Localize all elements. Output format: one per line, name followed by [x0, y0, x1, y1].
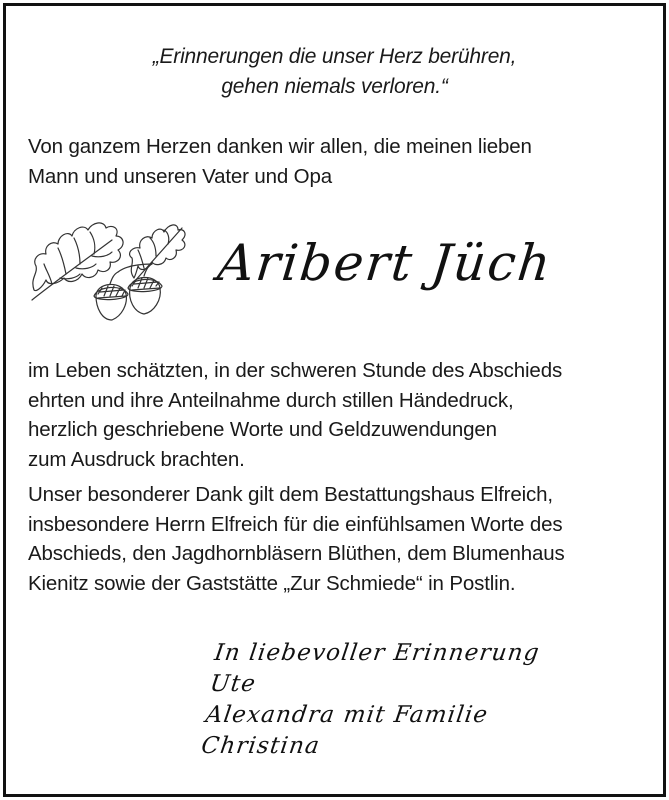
- intro-line-2: Mann und unseren Vater und Opa: [28, 164, 332, 188]
- body1-line-2: ehrten und ihre Anteilnahme durch stillen Händedruck,: [28, 388, 514, 412]
- signature-line-2: Ute: [208, 671, 258, 697]
- body2-line-1: Unser besonderer Dank gilt dem Bestattungshaus Elfreich,: [28, 483, 553, 506]
- body2-line-2: insbesondere Herrn Elfreich für die einfühlsamen Worte des: [28, 512, 563, 536]
- signature-line-1: In liebevoller Erinnerung: [212, 640, 542, 666]
- intro-line-1: Von ganzem Herzen danken wir allen, die meinen lieben: [28, 135, 532, 158]
- signature-block: [199, 638, 541, 762]
- signature-line-3: Alexandra mit Familie: [204, 702, 491, 728]
- intro-paragraph: [28, 132, 648, 191]
- body1-line-3: herzlich geschriebene Worte und Geldzuwendungen: [28, 418, 497, 441]
- deceased-name: Aribert Jüch: [214, 234, 555, 292]
- special-thanks-paragraph: [28, 480, 648, 598]
- thanks-paragraph: [28, 356, 648, 474]
- quote-line-1: „Erinnerungen die unser Herz berühren,: [152, 45, 517, 68]
- body1-line-1: im Leben schätzten, in der schweren Stunde des Abschieds: [28, 359, 563, 382]
- body1-line-4: zum Ausdruck brachten.: [28, 447, 245, 471]
- quote-line-2: gehen niemals verloren.“: [221, 75, 448, 98]
- body2-line-3: Abschieds, den Jagdhornbläsern Blüthen, dem Blumenhaus: [28, 542, 565, 565]
- oak-leaves-acorns-icon: [22, 204, 192, 330]
- opening-quote: [0, 42, 669, 102]
- signature-line-4: Christina: [199, 733, 322, 759]
- body2-line-4: Kienitz sowie der Gaststätte „Zur Schmiede“ in Postlin.: [28, 571, 516, 595]
